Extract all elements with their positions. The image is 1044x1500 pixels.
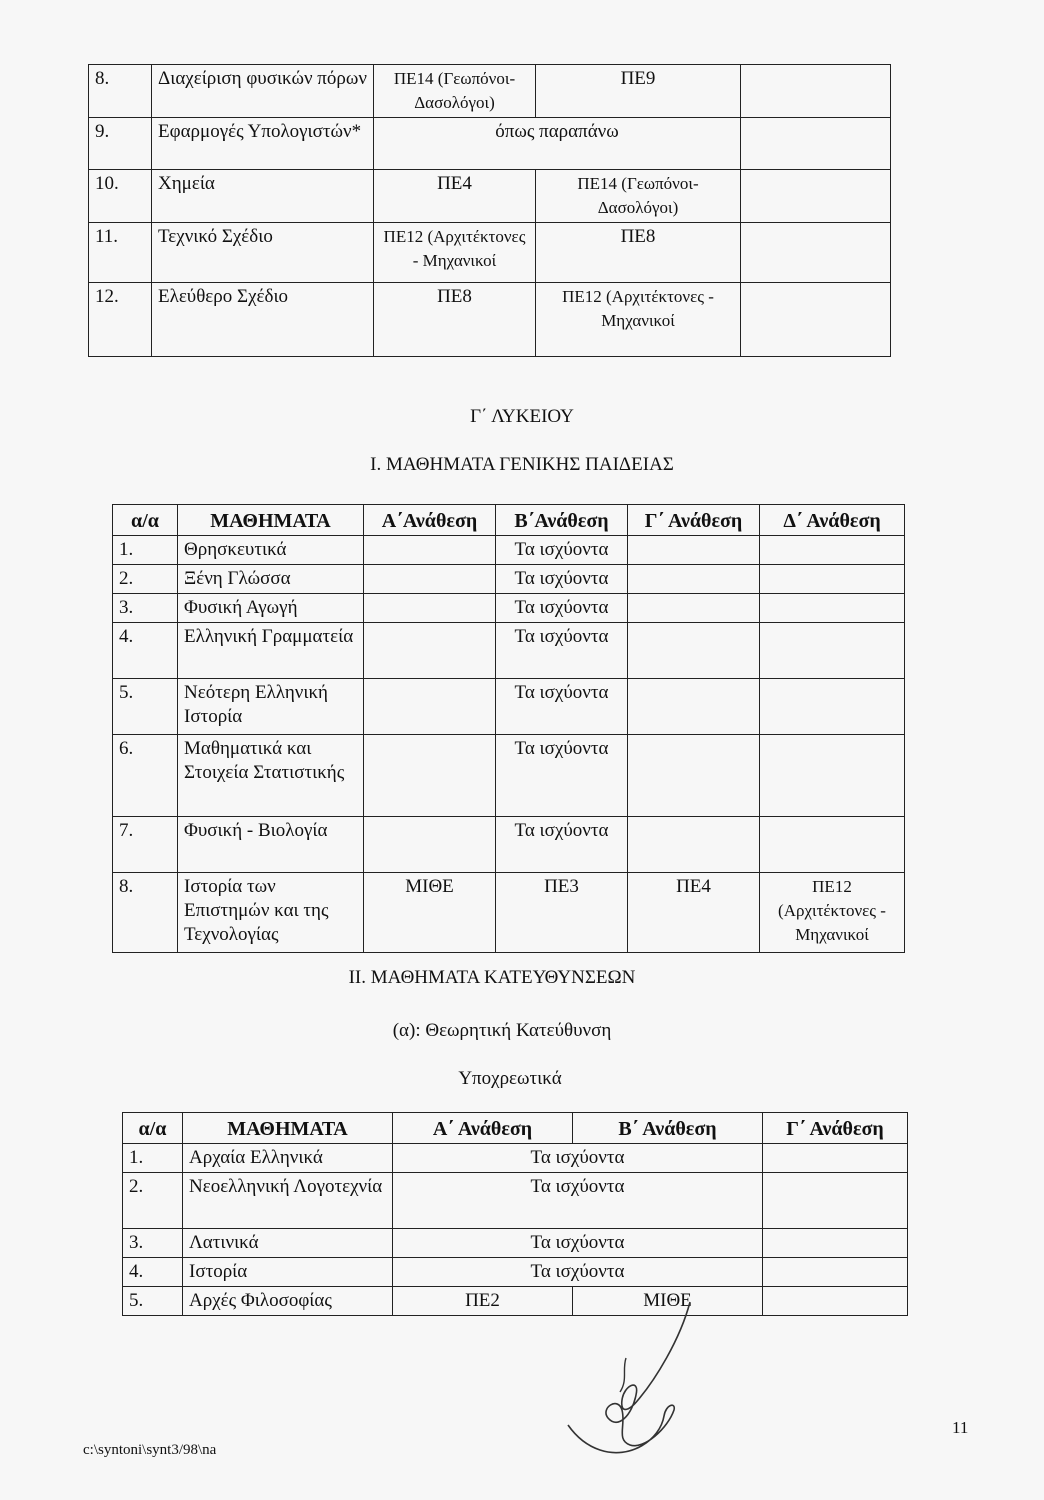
empty-cell [628, 565, 760, 594]
page-number: 11 [952, 1418, 969, 1437]
subject-cell: Ελεύθερο Σχέδιο [152, 283, 374, 357]
table-row [123, 1173, 908, 1229]
empty-cell [364, 623, 496, 679]
assignment-c-cell: ΠΕ4 [628, 873, 760, 953]
column-header: Α΄Ανάθεση [364, 505, 496, 536]
subject-cell: Χημεία [152, 170, 374, 223]
empty-cell [628, 536, 760, 565]
subject-cell: Ελληνική Γραμματεία [178, 623, 364, 679]
table-row [113, 623, 905, 679]
assignment-d-cell: ΠΕ12 (Αρχιτέκτονες - Μηχανικοί [760, 873, 905, 953]
assignment-c-cell [741, 223, 891, 283]
row-number: 5. [123, 1287, 183, 1316]
assignment-b-cell: ΠΕ9 [536, 65, 741, 118]
column-header: Γ΄ Ανάθεση [763, 1113, 908, 1144]
assignment-span-cell: Τα ισχύοντα [496, 536, 628, 565]
row-number: 2. [113, 565, 178, 594]
row-number: 5. [113, 679, 178, 735]
empty-cell [760, 594, 905, 623]
table-row [123, 1258, 908, 1287]
assignment-c-cell [741, 283, 891, 357]
column-header: Δ΄ Ανάθεση [760, 505, 905, 536]
empty-cell [628, 623, 760, 679]
assignment-b-cell: ΠΕ8 [536, 223, 741, 283]
assignment-a-cell: ΠΕ8 [374, 283, 536, 357]
assignment-span-cell: Τα ισχύοντα [496, 594, 628, 623]
assignment-span-cell: Τα ισχύοντα [393, 1229, 763, 1258]
empty-cell [364, 817, 496, 873]
empty-cell [628, 817, 760, 873]
row-number: 3. [123, 1229, 183, 1258]
assignment-span-cell: Τα ισχύοντα [393, 1144, 763, 1173]
row-number: 3. [113, 594, 178, 623]
assignment-b-cell: ΜΙΘΕ [573, 1287, 763, 1316]
table-row [123, 1287, 908, 1316]
assignment-b-cell: ΠΕ3 [496, 873, 628, 953]
subject-cell: Ιστορία [183, 1258, 393, 1287]
file-path: c:\syntoni\synt3/98\na [83, 1442, 217, 1458]
table-row [113, 817, 905, 873]
table-row [113, 565, 905, 594]
assignment-span-cell: όπως παραπάνω [374, 118, 741, 170]
column-header: Γ΄ Ανάθεση [628, 505, 760, 536]
table-row [123, 1144, 908, 1173]
row-number: 8. [89, 65, 152, 118]
assignment-a-cell: ΠΕ14 (Γεωπόνοι-Δασολόγοι) [374, 65, 536, 118]
table-row [89, 223, 891, 283]
table-row [123, 1229, 908, 1258]
subject-cell: Διαχείριση φυσικών πόρων [152, 65, 374, 118]
table-row [89, 118, 891, 170]
row-number: 4. [123, 1258, 183, 1287]
subject-cell: Μαθηματικά και Στοιχεία Στατιστικής [178, 735, 364, 817]
empty-cell [364, 565, 496, 594]
row-number: 11. [89, 223, 152, 283]
row-number: 12. [89, 283, 152, 357]
empty-cell [364, 679, 496, 735]
table-general-education [112, 504, 905, 953]
assignment-a-cell: ΠΕ12 (Αρχιτέκτονες - Μηχανικοί [374, 223, 536, 283]
subject-cell: Αρχαία Ελληνικά [183, 1144, 393, 1173]
assignment-a-cell: ΠΕ2 [393, 1287, 573, 1316]
empty-cell [628, 735, 760, 817]
subject-cell: Ξένη Γλώσσα [178, 565, 364, 594]
empty-cell [760, 623, 905, 679]
column-header: ΜΑΘΗΜΑΤΑ [183, 1113, 393, 1144]
empty-cell [364, 594, 496, 623]
subject-cell: Ιστορία των Επιστημών και της Τεχνολογίας [178, 873, 364, 953]
assignment-b-cell: ΠΕ12 (Αρχιτέκτονες - Μηχανικοί [536, 283, 741, 357]
assignment-span-cell: Τα ισχύοντα [496, 679, 628, 735]
signature-mark [560, 1300, 720, 1470]
section-title-mandatory: Υποχρεωτικά [458, 1068, 562, 1089]
row-number: 8. [113, 873, 178, 953]
subject-cell: Τεχνικό Σχέδιο [152, 223, 374, 283]
assignment-c-cell [763, 1287, 908, 1316]
table-row [113, 536, 905, 565]
assignment-c-cell [741, 170, 891, 223]
subject-cell: Αρχές Φιλοσοφίας [183, 1287, 393, 1316]
subject-cell: Νεότερη Ελληνική Ιστορία [178, 679, 364, 735]
empty-cell [760, 536, 905, 565]
row-number: 9. [89, 118, 152, 170]
empty-cell [763, 1144, 908, 1173]
row-number: 2. [123, 1173, 183, 1229]
table-theoretical-mandatory [122, 1112, 908, 1316]
empty-cell [628, 679, 760, 735]
row-number: 1. [123, 1144, 183, 1173]
assignment-span-cell: Τα ισχύοντα [496, 623, 628, 679]
subject-cell: Φυσική - Βιολογία [178, 817, 364, 873]
empty-cell [628, 594, 760, 623]
column-header: α/α [113, 505, 178, 536]
empty-cell [760, 817, 905, 873]
section-title-direction-courses: ΙΙ. ΜΑΘΗΜΑΤΑ ΚΑΤΕΥΘΥΝΣΕΩΝ [348, 967, 636, 988]
table-row [89, 170, 891, 223]
column-header: ΜΑΘΗΜΑΤΑ [178, 505, 364, 536]
subject-cell: Φυσική Αγωγή [178, 594, 364, 623]
empty-cell [760, 565, 905, 594]
assignment-span-cell: Τα ισχύοντα [393, 1258, 763, 1287]
column-header: Β΄ Ανάθεση [573, 1113, 763, 1144]
section-title-general-education: Ι. ΜΑΘΗΜΑΤΑ ΓΕΝΙΚΗΣ ΠΑΙΔΕΙΑΣ [370, 454, 674, 475]
empty-cell [763, 1258, 908, 1287]
row-number: 6. [113, 735, 178, 817]
empty-cell [364, 536, 496, 565]
row-number: 1. [113, 536, 178, 565]
empty-cell [741, 118, 891, 170]
table-row [89, 65, 891, 118]
column-header: Α΄ Ανάθεση [393, 1113, 573, 1144]
assignment-a-cell: ΜΙΘΕ [364, 873, 496, 953]
assignment-c-cell [741, 65, 891, 118]
row-number: 10. [89, 170, 152, 223]
assignment-span-cell: Τα ισχύοντα [496, 817, 628, 873]
empty-cell [763, 1229, 908, 1258]
table-continuation [88, 64, 891, 357]
column-header: α/α [123, 1113, 183, 1144]
row-number: 7. [113, 817, 178, 873]
section-title-c-lykeiou: Γ΄ ΛΥΚΕΙΟΥ [470, 406, 574, 427]
table-row [113, 735, 905, 817]
empty-cell [760, 735, 905, 817]
column-header: Β΄Ανάθεση [496, 505, 628, 536]
table-row [113, 679, 905, 735]
subject-cell: Νεοελληνική Λογοτεχνία [183, 1173, 393, 1229]
assignment-a-cell: ΠΕ4 [374, 170, 536, 223]
empty-cell [760, 679, 905, 735]
empty-cell [763, 1173, 908, 1229]
assignment-span-cell: Τα ισχύοντα [496, 735, 628, 817]
subject-cell: Εφαρμογές Υπολογιστών* [152, 118, 374, 170]
table-row [89, 283, 891, 357]
assignment-span-cell: Τα ισχύοντα [496, 565, 628, 594]
table-row [113, 594, 905, 623]
table-row [113, 873, 905, 953]
assignment-span-cell: Τα ισχύοντα [393, 1173, 763, 1229]
subject-cell: Θρησκευτικά [178, 536, 364, 565]
subject-cell: Λατινικά [183, 1229, 393, 1258]
row-number: 4. [113, 623, 178, 679]
assignment-b-cell: ΠΕ14 (Γεωπόνοι-Δασολόγοι) [536, 170, 741, 223]
empty-cell [364, 735, 496, 817]
section-title-theoretical: (α): Θεωρητική Κατεύθυνση [392, 1020, 612, 1041]
